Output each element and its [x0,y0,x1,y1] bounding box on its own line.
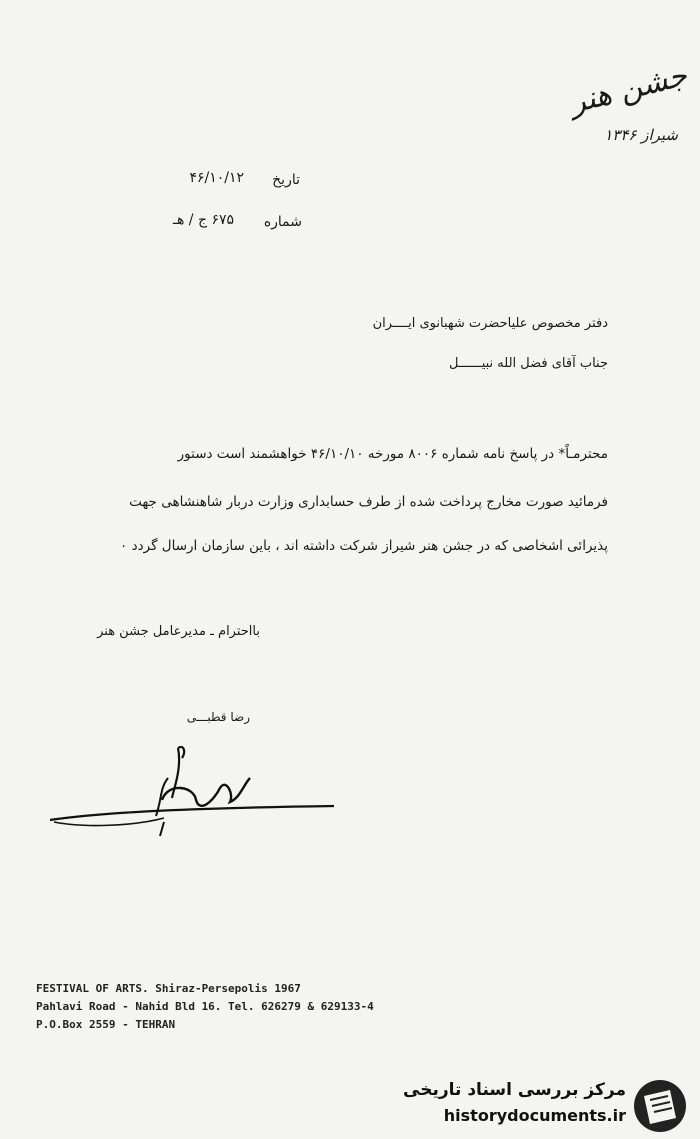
recipient-office: دفتر مخصوص علیاحضرت شهبانوی ایــــران [372,316,608,331]
body-line: پذیرائی اشخاصی که در جشن هنر شیراز شرکت داشته اند ، باین سازمان ارسال گردد ۰ [120,538,608,554]
archive-watermark [403,1074,694,1134]
footer-line: Pahlavi Road - Nahid Bld 16. Tel. 626279 & 629133-4 [36,1000,374,1013]
letterhead-logo-title: جشن هنر [566,58,691,121]
letterhead-logo-subtitle: شیراز ۱۳۴۶ [604,126,678,144]
footer-line: FESTIVAL OF ARTS. Shiraz-Persepolis 1967 [36,982,301,995]
archive-logo-icon [630,1078,690,1134]
watermark-name: مرکز بررسی اسناد تاریخی [403,1080,626,1100]
watermark-url: historydocuments.ir [443,1106,626,1125]
body-line: فرمائید صورت مخارج پرداخت شده از طرف حسابداری وزارت دربار شاهنشاهی جهت [129,494,608,510]
number-label: شماره [263,214,302,230]
body-line: محترمـاً* در پاسخ نامه شماره ۸۰۰۶ مورخه ۴۶/۱۰/۱۰ خواهشمند است دستور [177,446,608,462]
closing-line: بااحترام ـ مدیرعامل جشن هنر [97,624,260,639]
date-label: تاریخ [272,172,300,188]
handwritten-signature [44,738,344,838]
footer-line: P.O.Box 2559 - TEHRAN [36,1018,176,1031]
signer-name: رضا قطبـــی [186,710,250,724]
recipient-name: جناب آقای فضل الله نبیــــــل [449,356,608,371]
date-value: ۴۶/۱۰/۱۲ [189,170,244,186]
number-value: ۶۷۵ ج / هـ [172,212,234,228]
